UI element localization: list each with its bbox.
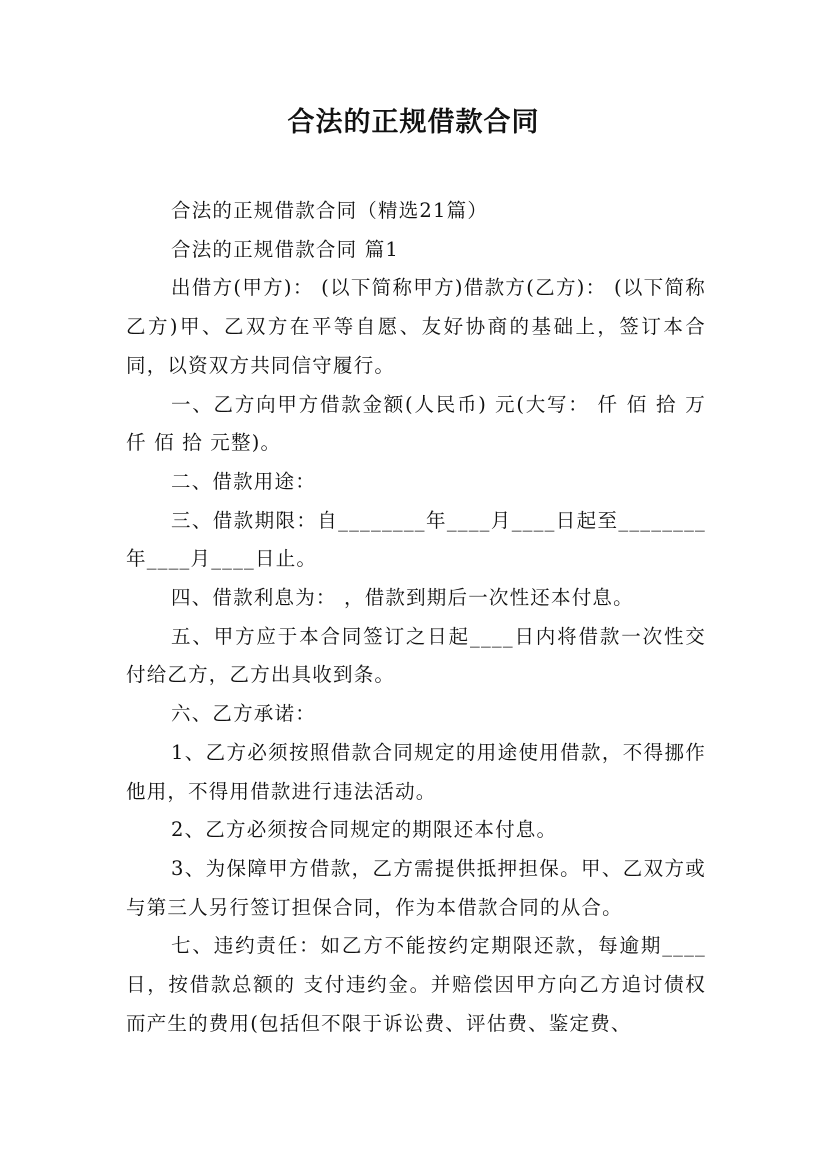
paragraph-clause-2: 二、借款用途： — [171, 469, 316, 493]
paragraph-clause-4: 四、借款利息为： ，借款到期后一次性还本付息。 — [171, 586, 634, 610]
paragraph-clause-1: 一、乙方向甲方借款金额(人民币) 元(大写： 仟 佰 拾 万 仟 佰 拾 元整)。 — [126, 392, 714, 455]
paragraph-clause-7: 七、违约责任：如乙方不能按约定期限还款，每逾期____日，按借款总额的 支付违约金。并赔偿因甲方向乙方追讨债权而产生的费用(包括但不限于诉讼费、评估费、鉴定费、 — [126, 934, 706, 1035]
paragraph-parties: 出借方(甲方)： (以下简称甲方)借款方(乙方)： (以下简称乙方)甲、乙双方在平等自愿、友好协商的基础上，签订本合同，以资双方共同信守履行。 — [126, 276, 706, 377]
paragraph-promise-2: 2、乙方必须按合同规定的期限还本付息。 — [171, 818, 558, 842]
paragraph-promise-3: 3、为保障甲方借款，乙方需提供抵押担保。甲、乙双方或与第三人另行签订担保合同，作为本借款合同的从合。 — [126, 856, 706, 919]
paragraph-promise-1: 1、乙方必须按照借款合同规定的用途使用借款，不得挪作他用，不得用借款进行违法活动。 — [126, 740, 706, 803]
document-body — [126, 192, 714, 1043]
paragraph-clause-5: 五、甲方应于本合同签订之日起____日内将借款一次性交付给乙方，乙方出具收到条。 — [126, 624, 706, 687]
paragraph-clause-6: 六、乙方承诺： — [171, 702, 316, 726]
paragraph-subtitle: 合法的正规借款合同（精选21篇） — [171, 199, 489, 222]
paragraph-section-heading: 合法的正规借款合同 篇1 — [171, 237, 400, 261]
paragraph-clause-3: 三、借款期限：自________年____月____日起至________年____月____日止。 — [126, 508, 706, 571]
document-title: 合法的正规借款合同 — [287, 107, 540, 138]
